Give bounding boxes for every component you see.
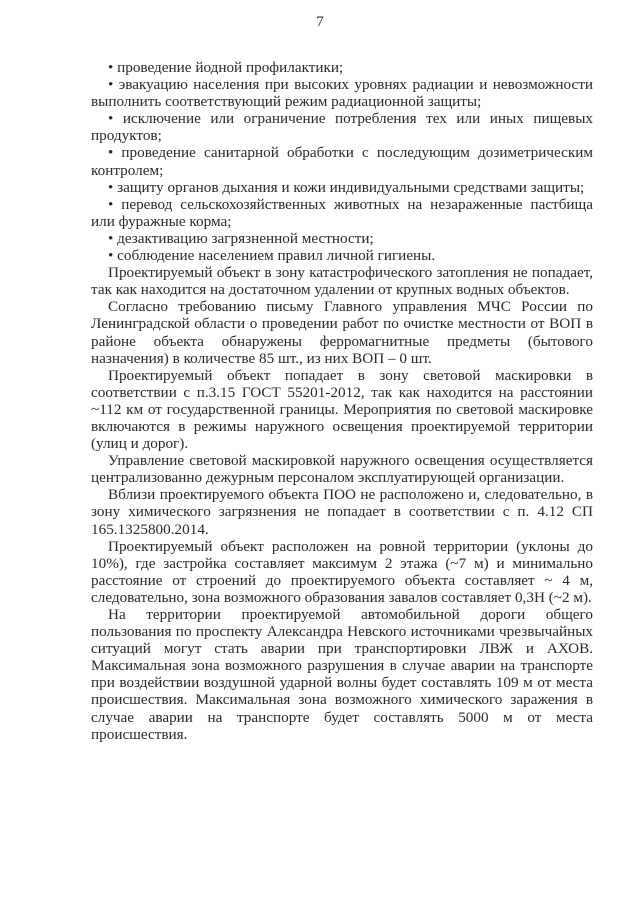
bullet-item: • проведение йодной профилактики; bbox=[108, 59, 344, 76]
bullet-item: • дезактивацию загрязненной местности; bbox=[108, 229, 374, 247]
paragraph-explosives: Согласно требованию письму Главного управления МЧС России по Ленинградской области о проведении работ по очистке местности от ВОП в районе объекта обнаружены ферромагнитные предметы (бытового назначения) в количестве 85 шт., из них ВОП – 0 шт. bbox=[91, 298, 593, 367]
paragraph-light-control: Управление световой маскировкой наружного освещения осуществляется централизованно дежурным персоналом эксплуатирующей организации. bbox=[91, 452, 593, 487]
bullet-item: • эвакуацию населения при высоких уровнях радиации и невозможности выполнить соответствующий режим радиационной защиты; bbox=[91, 76, 593, 111]
document-body bbox=[91, 59, 593, 743]
page-number: 7 bbox=[316, 14, 324, 30]
paragraph-chemical-zone: Вблизи проектируемого объекта ПОО не расположено и, следовательно, в зону химического загрязнения не попадает в соответствии с п. 4.12 СП 165.1325800.2014. bbox=[91, 486, 593, 538]
bullet-item: • проведение санитарной обработки с последующим дозиметрическим контролем; bbox=[91, 144, 593, 179]
paragraph-transport-accidents: На территории проектируемой автомобильной дороги общего пользования по проспекту Александра Невского источниками чрезвычайных ситуаций могут стать аварии при транспортировки ЛВЖ и АХОВ. Максимальная зона возможного разрушения в случае аварии на транспорте при воздействии воздушной ударной волны будет составлять 109 м от места происшествия. Максимальная зона возможного химического заражения в случае аварии на транспорте будет составлять 5000 м от места происшествия. bbox=[91, 606, 593, 743]
paragraph-rubble-zone: Проектируемый объект расположен на ровной территории (уклоны до 10%), где застройка составляет максимум 2 этажа (~7 м) и минимально расстояние от строений до проектируемого объекта составляет ~ 4 м, следовательно, зона возможного образования завалов составляет 0,3Н (~2 м). bbox=[91, 537, 593, 606]
bullet-item: • защиту органов дыхания и кожи индивидуальными средствами защиты; bbox=[108, 178, 585, 196]
bullet-item: • исключение или ограничение потребления тех или иных пищевых продуктов; bbox=[91, 110, 593, 145]
bullet-item: • соблюдение населением правил личной гигиены. bbox=[108, 247, 436, 265]
paragraph-light-masking: Проектируемый объект попадает в зону световой маскировки в соответствии с п.3.15 ГОСТ 55201-2012, так как находится на расстоянии ~112 км от государственной границы. Мероприятия по световой маскировке включаются в режимы наружного освещения проектируемой территории (улиц и дорог). bbox=[91, 366, 593, 453]
bullet-item: • перевод сельскохозяйственных животных на незараженные пастбища или фуражные корма; bbox=[91, 195, 593, 230]
paragraph-flooding: Проектируемый объект в зону катастрофического затопления не попадает, так как находится на достаточном удалении от крупных водных объектов. bbox=[91, 264, 593, 299]
